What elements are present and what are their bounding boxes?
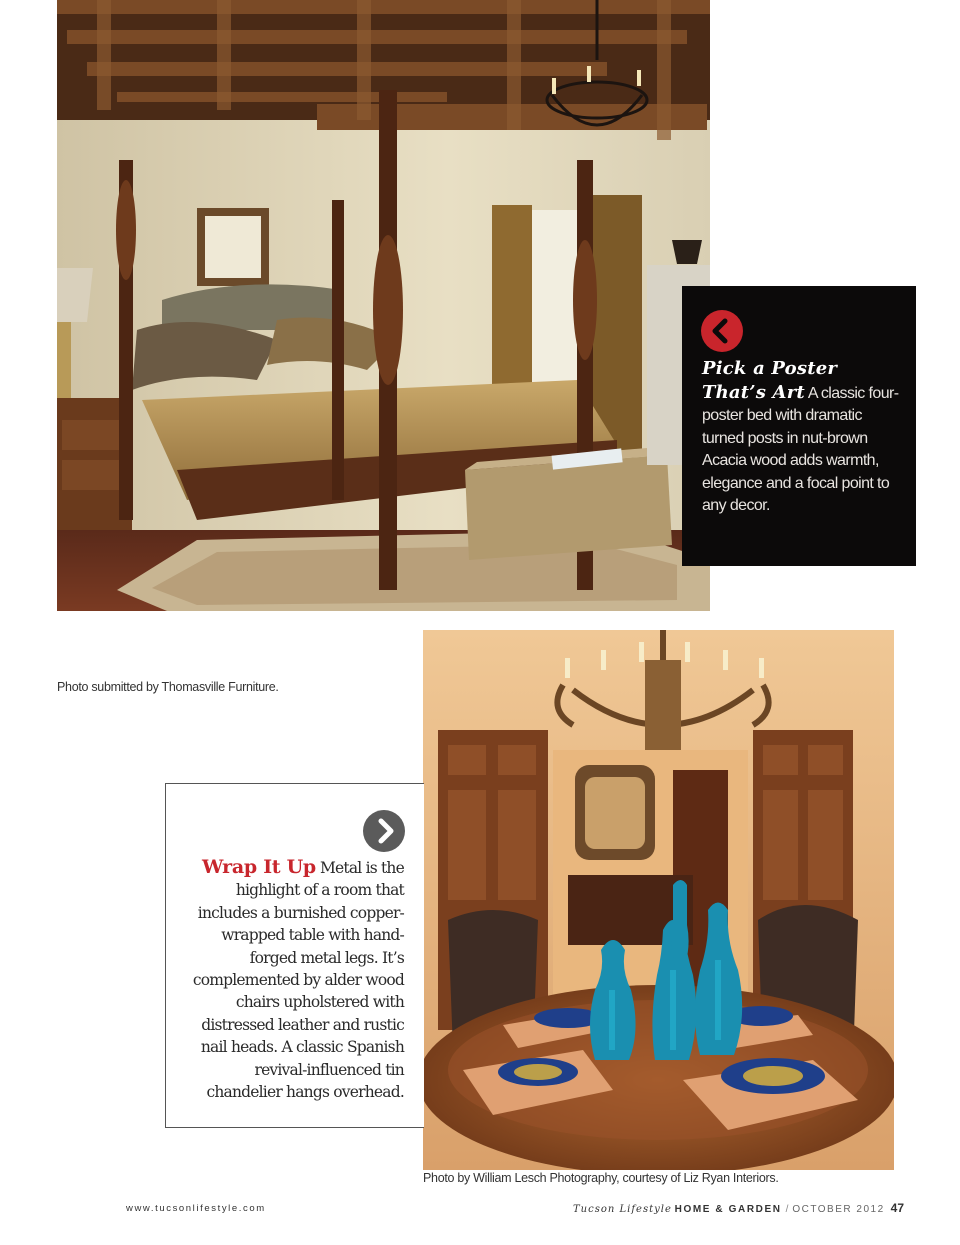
chevron-right-icon [363,810,405,852]
page-number: 47 [890,1201,904,1215]
footer-section: HOME & GARDEN [674,1204,782,1215]
footer-website: www.tucsonlifestyle.com [126,1203,266,1214]
wrap-callout-title: Wrap It Up [201,856,316,878]
footer-separator: / [785,1204,789,1215]
poster-callout [682,286,916,566]
wrap-callout-text [180,856,404,1103]
footer-folio [573,1201,904,1215]
bedroom-photo [57,0,710,611]
bedroom-photo-credit: Photo submitted by Thomasville Furniture. [57,680,279,694]
wrap-callout [165,783,424,1128]
poster-callout-text [702,358,900,518]
dining-photo [423,630,894,1170]
chevron-left-icon [701,310,743,352]
wrap-callout-body: Metal is the highlight of a room that includes a burnished copper-wrapped table with hand-forged metal legs. It’s complemented by alder wood chairs upholstered with distressed leather and rustic nail heads. A classic Spanish revival-influenced tin chandelier hangs overhead. [192,859,404,1102]
poster-callout-title: Pick a Poster That’s Art [702,358,838,403]
poster-callout-body: A classic four-poster bed with dramatic turned posts in nut-brown Acacia wood adds warmth, elegance and a focal point to any decor. [702,384,899,514]
layout-gap [405,611,710,630]
footer-date: OCTOBER 2012 [792,1204,885,1215]
footer-magazine-name: Tucson Lifestyle [573,1204,672,1215]
dining-photo-credit: Photo by William Lesch Photography, courtesy of Liz Ryan Interiors. [423,1171,779,1185]
